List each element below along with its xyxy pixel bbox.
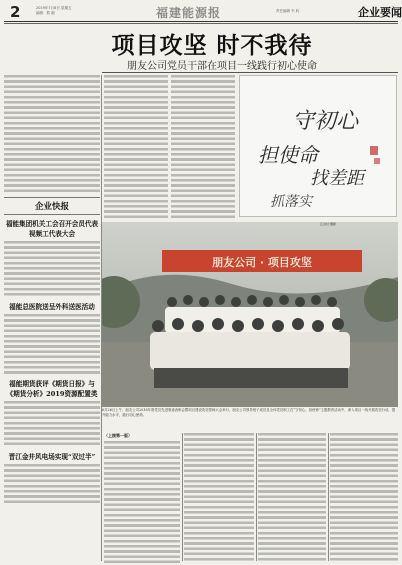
svg-text:抓落实: 抓落实 bbox=[270, 194, 312, 210]
column-divider bbox=[182, 433, 183, 561]
banner-text: 朋友公司 · 项目攻坚 bbox=[212, 256, 312, 269]
brief-headline: 福能总医院送呈外科送医活动 bbox=[9, 303, 95, 311]
photo-caption: 6月26日上午，朋友公司2018年度党员先进事迹表彰会暨项目建设攻坚誓师大会举行，朋友公司领导班子成员及全体党员职工在“守初心、担使命”主题教育活动中，深入项目一线开展攻坚行动，提升能力水平，践行初心使命。 bbox=[102, 408, 396, 417]
newspaper-logo: 福建能源报 bbox=[156, 6, 222, 20]
brief-body bbox=[4, 464, 100, 504]
main-headline: 项目攻坚 时不我待 bbox=[111, 32, 313, 59]
headline-rule bbox=[102, 72, 398, 73]
page-number: 2 bbox=[10, 3, 21, 21]
main-subheadline: 朋友公司党员干部在项目一线践行初心使命 bbox=[127, 61, 317, 72]
section-name: 企业要闻 bbox=[358, 6, 402, 19]
column-divider bbox=[256, 433, 257, 561]
calligraphy-art bbox=[240, 76, 397, 217]
article-body bbox=[258, 433, 326, 561]
brief-headline: 晋江金井风电场实现“双过半” bbox=[8, 453, 96, 461]
article-body bbox=[104, 75, 168, 218]
brief-body bbox=[4, 241, 100, 297]
left-column bbox=[4, 75, 100, 504]
date-line: 2019年7月8日 星期五 编辑：熊 刚 bbox=[36, 6, 72, 15]
continuation bbox=[104, 433, 180, 563]
photo-credit: 江汶村 摄影 bbox=[320, 222, 336, 226]
article-body bbox=[4, 75, 100, 193]
svg-text:守初心: 守初心 bbox=[292, 109, 359, 134]
article-body bbox=[184, 433, 254, 561]
brief-body bbox=[4, 401, 100, 447]
brief-body bbox=[4, 314, 100, 374]
header-rule bbox=[4, 21, 398, 22]
briefs-title: 企业快报 bbox=[34, 202, 69, 212]
brief-headline: 福能集团机关工会召开会员代表视频工代表大会 bbox=[5, 220, 99, 238]
edition-info: 责任编辑 韦 昀 bbox=[276, 9, 300, 13]
briefs-header bbox=[4, 197, 100, 215]
header-rule-thin bbox=[4, 23, 398, 24]
continuation-label: （上接第一版） bbox=[104, 433, 132, 438]
calligraphy-photo bbox=[239, 75, 397, 217]
svg-text:找差距: 找差距 bbox=[310, 168, 364, 189]
people-front-shirts bbox=[150, 332, 350, 370]
team-photo-art bbox=[102, 222, 398, 407]
article-body bbox=[104, 441, 180, 563]
svg-text:担使命: 担使命 bbox=[258, 143, 318, 167]
brief-headline: 福能期货获评《期货日报》与《期货分析》2019资源配置类 bbox=[6, 380, 98, 398]
column-divider bbox=[328, 433, 329, 561]
article-body bbox=[330, 433, 398, 561]
team-photo bbox=[102, 222, 398, 407]
article-body bbox=[171, 75, 235, 218]
